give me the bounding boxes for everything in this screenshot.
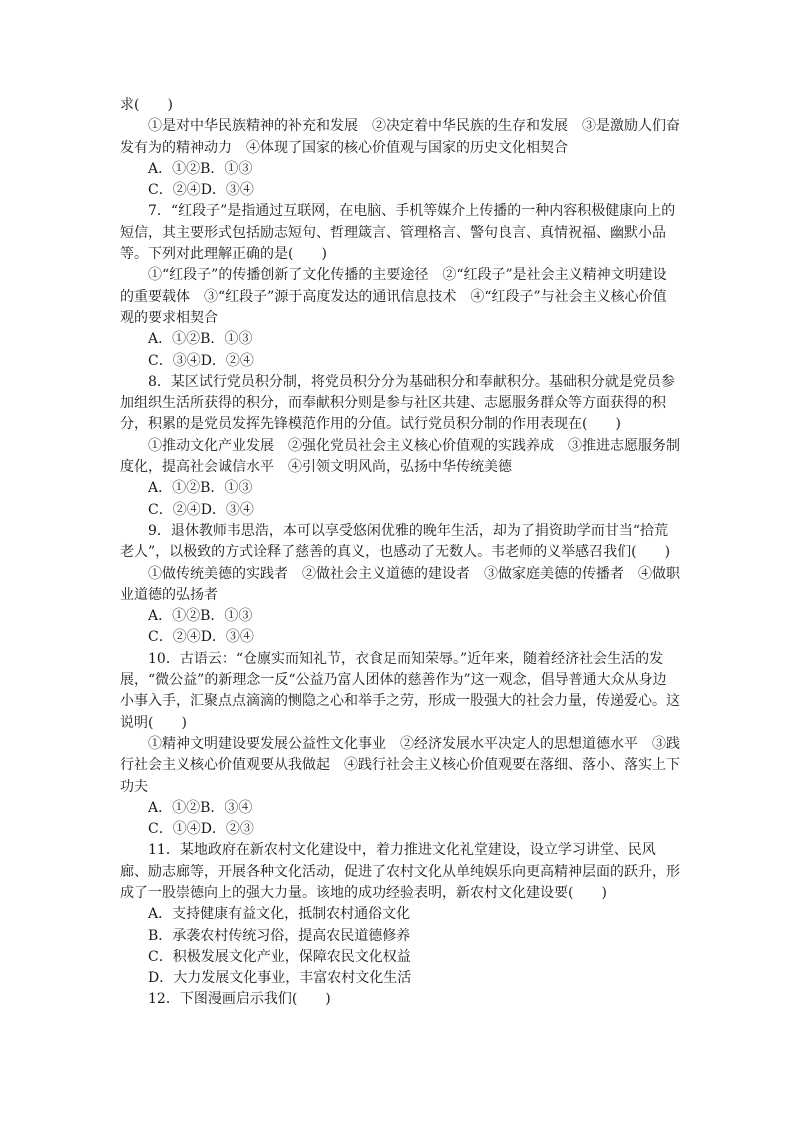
question-10-options-ab: A．①②B．③④ <box>148 799 253 816</box>
question-8-stem: 8．某区试行党员积分制，将党员积分分为基础积分和奉献积分。基础积分就是党员参加组织生活所获得的积分，而奉献积分则是参与社区共建、志愿服务群众等方面获得的积分，积累的是党员发挥先锋模范作用的分值。试行党员积分制的作用表现在( ) <box>120 373 675 433</box>
question-8-statements: ①推动文化产业发展 ②强化党员社会主义核心价值观的实践养成 ③推进志愿服务制度化，提高社会诚信水平 ④引领文明风尚，弘扬中华传统美德 <box>120 437 680 476</box>
document-page <box>120 95 680 1011</box>
question-9-stem: 9．退休教师韦思浩，本可以享受悠闲优雅的晚年生活，却为了捐资助学而甘当“拾荒老人”，以极致的方式诠释了慈善的真义，也感动了无数人。韦老师的义举感召我们( ) <box>120 522 671 561</box>
question-10-statements: ①精神文明建设要发展公益性文化事业 ②经济发展水平决定人的思想道德水平 ③践行社会主义核心价值观要从我做起 ④践行社会主义核心价值观要在落细、落小、落实上下功夫 <box>120 735 680 795</box>
question-9-statements: ①做传统美德的实践者 ②做社会主义道德的建设者 ③做家庭美德的传播者 ④做职业道德的弘扬者 <box>120 565 680 603</box>
question-11-option-c: C．积极发展文化产业，保障农民文化权益 <box>148 948 411 965</box>
question-7-stem: 7．“红段子”是指通过互联网，在电脑、手机等媒介上传播的一种内容积极健康向上的短信，其主要形式包括励志短句、哲理箴言、管理格言、警句良言、真情祝福、幽默小品等。下列对此理解正确的是( ) <box>120 203 676 263</box>
question-12-stem: 12．下图漫画启示我们( ) <box>148 991 331 1008</box>
question-7-options-ab: A．①②B．①③ <box>148 331 253 348</box>
question-7-options-cd: C．③④D．②④ <box>148 352 254 369</box>
question-6-statements: ①是对中华民族精神的补充和发展 ②决定着中华民族的生存和发展 ③是激励人们奋发有为的精神动力 ④体现了国家的核心价值观与国家的历史文化相契合 <box>120 118 680 156</box>
question-11-option-a: A．支持健康有益文化，抵制农村通俗文化 <box>148 906 411 923</box>
question-6-options-cd: C．②④D．③④ <box>148 182 254 199</box>
question-11-option-b: B．承袭农村传统习俗，提高农民道德修养 <box>148 927 411 944</box>
question-11-option-d: D．大力发展文化事业，丰富农村文化生活 <box>148 970 412 987</box>
question-8-options-cd: C．②④D．③④ <box>148 501 254 518</box>
question-11-stem: 11．某地政府在新农村文化建设中，着力推进文化礼堂建设，设立学习讲堂、民风廊、励志廊等，开展各种文化活动，促进了农村文化从单纯娱乐向更高精神层面的跃升，形成了一股崇德向上的强大力量。该地的成功经验表明，新农村文化建设要( ) <box>120 842 680 901</box>
question-10-options-cd: C．①④D．②③ <box>148 821 254 838</box>
question-9-options-cd: C．②④D．③④ <box>148 629 254 646</box>
question-7-statements: ①“红段子”的传播创新了文化传播的主要途径 ②“红段子”是社会主义精神文明建设的重要载体 ③“红段子”源于高度发达的通讯信息技术 ④“红段子”与社会主义核心价值观的要求相契合 <box>120 267 667 326</box>
question-6-stem-tail: 求( ) <box>120 97 173 113</box>
question-6-options-ab: A．①②B．①③ <box>148 160 253 177</box>
question-10-stem: 10．古语云：“仓廪实而知礼节，衣食足而知荣辱。”近年来，随着经济社会生活的发展，“微公益”的新理念一反“公益乃富人团体的慈善作为”这一观念，倡导普通大众从身边小事入手，汇聚点点滴滴的恻隐之心和举手之劳，形成一股强大的社会力量，传递爱心。这说明( ) <box>120 650 680 731</box>
question-8-options-ab: A．①②B．①③ <box>148 480 253 497</box>
question-9-options-ab: A．①②B．①③ <box>148 608 253 625</box>
